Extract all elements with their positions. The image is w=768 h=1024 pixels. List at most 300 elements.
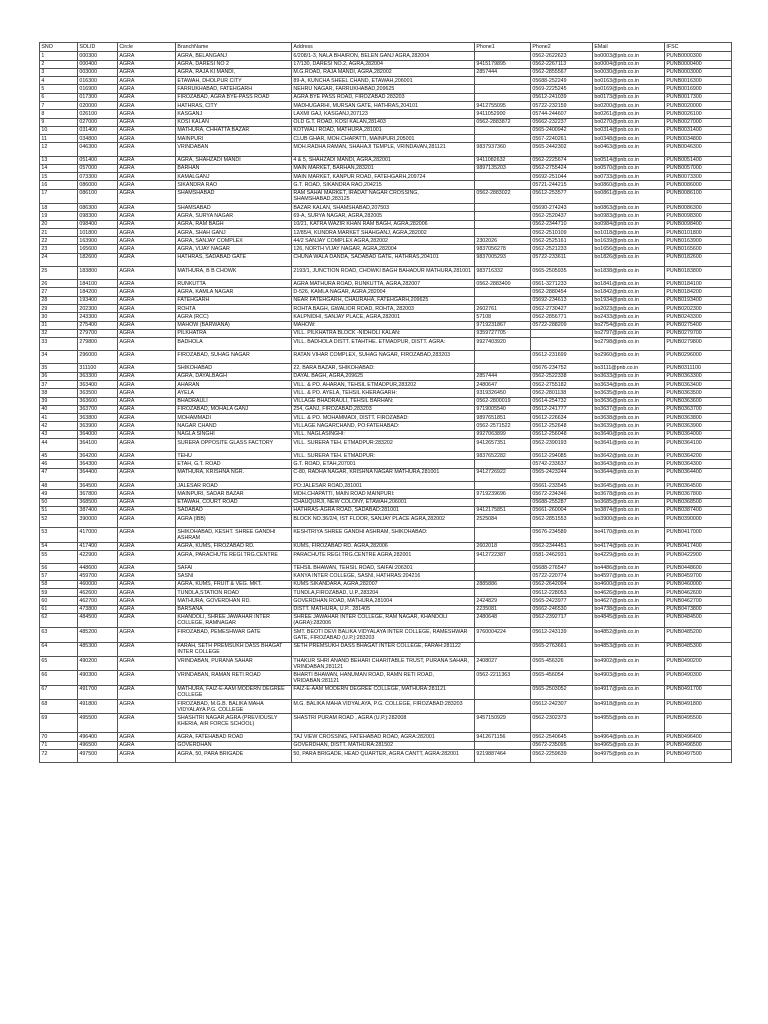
cell-circle: AGRA [118, 266, 176, 279]
table-row [40, 143, 732, 156]
cell-circle: AGRA [118, 351, 176, 364]
cell-branch-name: MATHURA, FAIZ-E-AAM MODERN DEGREE COLLEGE [176, 685, 292, 699]
cell-solid: 364400 [78, 468, 118, 481]
cell-phone1: 2885886 [475, 580, 531, 588]
table-row [40, 266, 732, 279]
cell-branch-name: BARHAN [176, 164, 292, 172]
cell-sno: 46 [40, 460, 78, 468]
cell-address: SETH PREMSUKH DASS BHAGAT INTER COLLEGE, FARAH:281122 [292, 642, 475, 656]
cell-sno: 43 [40, 430, 78, 438]
cell-email: bo4853@pnb.co.in [593, 642, 665, 656]
cell-phone2: 05692-234613 [531, 296, 593, 304]
cell-ifsc: PUNB0026100 [665, 110, 732, 118]
cell-phone2: 05721-244215 [531, 181, 593, 189]
cell-branch-name: NAGAR CHAND [176, 422, 292, 430]
cell-ifsc: PUNB0496500 [665, 741, 732, 749]
table-row [40, 135, 732, 143]
cell-phone2: 0562-2856771 [531, 313, 593, 321]
cell-sno: 35 [40, 364, 78, 372]
cell-circle: AGRA [118, 126, 176, 134]
cell-phone1 [475, 77, 531, 85]
cell-branch-name: BARSANA [176, 605, 292, 613]
cell-circle: AGRA [118, 733, 176, 741]
cell-branch-name: NAGLA SINGHI [176, 430, 292, 438]
cell-branch-name: AGRA, DAYALBAGH [176, 372, 292, 380]
cell-address: G.T. ROAD, ETAH,207001 [292, 460, 475, 468]
cell-ifsc: PUNB0497500 [665, 749, 732, 762]
cell-phone2: 0565-456054 [531, 671, 593, 685]
cell-sno: 10 [40, 126, 78, 134]
cell-address: MOH.RADHA RAMAN, SHAHAJI TEMPLE, VRINDAVAN,281121 [292, 143, 475, 156]
cell-email: bo1934@pnb.co.in [593, 296, 665, 304]
cell-email: bo2754@pnb.co.in [593, 321, 665, 329]
cell-phone1: 9412722387 [475, 550, 531, 563]
cell-solid: 417000 [78, 528, 118, 542]
table-row [40, 460, 732, 468]
cell-phone2: 0562-2801138 [531, 389, 593, 397]
header-sno: SNO [40, 43, 78, 52]
cell-solid: 086300 [78, 204, 118, 212]
table-row [40, 397, 732, 405]
cell-phone1: 9412671156 [475, 733, 531, 741]
cell-address: M.G. BALIKA MAHA VIDYALAYA, P.G. COLLEGE, FIROZABAD:283203 [292, 700, 475, 714]
table-row [40, 156, 732, 164]
cell-solid: 051400 [78, 156, 118, 164]
cell-ifsc: PUNB0422900 [665, 550, 732, 563]
cell-address: C-80, RADHA NAGAR, KRISHNA NAGAR MATHURA,281001 [292, 468, 475, 481]
cell-email: bo4738@pnb.co.in [593, 605, 665, 613]
cell-address: AGRA BYE PASS ROAD, FIROZABAD 283203 [292, 93, 475, 101]
cell-email: bo3642@pnb.co.in [593, 452, 665, 460]
table-row [40, 422, 732, 430]
cell-address: M.G.ROAD, RAJA MANDI, AGRA,282002 [292, 68, 475, 76]
table-row [40, 321, 732, 329]
header-phone1: Phone1 [475, 43, 531, 52]
cell-phone2 [531, 329, 593, 337]
table-row [40, 329, 732, 337]
cell-sno: 14 [40, 164, 78, 172]
cell-address: GOVERDHAN ROAD, MATHURA,281004 [292, 597, 475, 605]
cell-phone1: 9415179895 [475, 60, 531, 68]
cell-branch-name: ETAWAH, DHOLPUR CITY [176, 77, 292, 85]
cell-circle: AGRA [118, 741, 176, 749]
cell-phone2: 05690-274243 [531, 204, 593, 212]
cell-sno: 69 [40, 714, 78, 733]
cell-phone2: 05722-232159 [531, 101, 593, 109]
cell-phone1: 2480647 [475, 381, 531, 389]
cell-ifsc: PUNB0364000 [665, 430, 732, 438]
cell-address: 17/130, DARESI NO.2, AGRA,282004 [292, 60, 475, 68]
cell-branch-name: MAHOW (BARWANA) [176, 321, 292, 329]
cell-email: bo2433@pnb.co.in [593, 313, 665, 321]
cell-circle: AGRA [118, 700, 176, 714]
cell-ifsc: PUNB0495500 [665, 714, 732, 733]
cell-email: bo3636@pnb.co.in [593, 397, 665, 405]
cell-phone2: 0561-3271233 [531, 280, 593, 288]
cell-phone2: 05688-276547 [531, 564, 593, 572]
cell-ifsc: PUNB0364500 [665, 481, 732, 489]
cell-email: bo3638@pnb.co.in [593, 414, 665, 422]
cell-branch-name: TEHU [176, 452, 292, 460]
table-row [40, 490, 732, 498]
cell-phone1 [475, 700, 531, 714]
cell-branch-name: ETAWAH, COURT ROAD [176, 498, 292, 506]
cell-sno: 11 [40, 135, 78, 143]
cell-phone1 [475, 126, 531, 134]
cell-sno: 32 [40, 329, 78, 337]
cell-sno: 31 [40, 321, 78, 329]
cell-circle: AGRA [118, 528, 176, 542]
cell-phone1: 57108 [475, 313, 531, 321]
cell-email: bo3633@pnb.co.in [593, 372, 665, 380]
cell-solid: 490200 [78, 656, 118, 670]
cell-sno: 5 [40, 85, 78, 93]
cell-phone1: 2480648 [475, 613, 531, 627]
cell-phone1 [475, 351, 531, 364]
cell-ifsc: PUNB0057000 [665, 164, 732, 172]
table-row [40, 245, 732, 253]
cell-sno: 8 [40, 110, 78, 118]
cell-sno: 54 [40, 542, 78, 550]
table-row [40, 389, 732, 397]
cell-email: bo3640@pnb.co.in [593, 430, 665, 438]
cell-phone1 [475, 228, 531, 236]
cell-email: bo3678@pnb.co.in [593, 490, 665, 498]
cell-ifsc: PUNB0003000 [665, 68, 732, 76]
cell-solid: 490300 [78, 671, 118, 685]
cell-email: bo0514@pnb.co.in [593, 156, 665, 164]
cell-solid: 363800 [78, 414, 118, 422]
table-row [40, 749, 732, 762]
cell-solid: 003000 [78, 68, 118, 76]
cell-circle: AGRA [118, 93, 176, 101]
cell-solid: 387400 [78, 506, 118, 514]
cell-ifsc: PUNB0363900 [665, 422, 732, 430]
cell-sno: 23 [40, 245, 78, 253]
table-row [40, 338, 732, 351]
cell-solid: 279700 [78, 329, 118, 337]
cell-branch-name: MATHURA, CHHATTA BAZAR [176, 126, 292, 134]
cell-sno: 28 [40, 296, 78, 304]
cell-ifsc: PUNB0098300 [665, 212, 732, 220]
cell-solid: 363500 [78, 389, 118, 397]
cell-phone1: 9411082632 [475, 156, 531, 164]
cell-email: bo4229@pnb.co.in [593, 550, 665, 563]
table-row [40, 173, 732, 181]
cell-phone2: 05672-234346 [531, 490, 593, 498]
cell-ifsc: PUNB0485200 [665, 628, 732, 642]
cell-phone2: 0562-2392717 [531, 613, 593, 627]
cell-branch-name: VRINDABAN, PURANA SAHAR [176, 656, 292, 670]
cell-address: AGRA MATHURA ROAD, RUNKUTTA, AGRA,282007 [292, 280, 475, 288]
cell-phone1: 9927403920 [475, 338, 531, 351]
cell-branch-name: AGRA, VIJAY NAGAR [176, 245, 292, 253]
cell-email: bo0314@pnb.co.in [593, 126, 665, 134]
table-row [40, 542, 732, 550]
cell-address: VILL. NAGLASINGHI: [292, 430, 475, 438]
cell-phone2: 0565-2503052 [531, 685, 593, 699]
cell-phone1: 9412175851 [475, 506, 531, 514]
cell-branch-name: AGRA, SURYA NAGAR [176, 212, 292, 220]
cell-email: bo3874@pnb.co.in [593, 506, 665, 514]
cell-phone2: 0567-2240261 [531, 135, 593, 143]
cell-address: VILL. SURERA TEH. ETMADPUR:283202 [292, 439, 475, 452]
cell-email: bo0200@pnb.co.in [593, 101, 665, 109]
cell-email: bo4903@pnb.co.in [593, 671, 665, 685]
cell-sno: 17 [40, 189, 78, 203]
cell-email: bo0173@pnb.co.in [593, 93, 665, 101]
cell-solid: 101800 [78, 228, 118, 236]
cell-sno: 36 [40, 372, 78, 380]
cell-address: MADHUGARHI, MURSAN GATE, HATHRAS,204101 [292, 101, 475, 109]
cell-phone1 [475, 528, 531, 542]
cell-phone1 [475, 481, 531, 489]
cell-branch-name: MOHAMMADI [176, 414, 292, 422]
cell-sno: 72 [40, 749, 78, 762]
cell-sno: 63 [40, 628, 78, 642]
cell-circle: AGRA [118, 397, 176, 405]
cell-phone1 [475, 642, 531, 656]
cell-phone2: 05692-251044 [531, 173, 593, 181]
cell-ifsc: PUNB0448600 [665, 564, 732, 572]
cell-phone1: 2857444 [475, 372, 531, 380]
cell-ifsc: PUNB0279700 [665, 329, 732, 337]
cell-phone1 [475, 364, 531, 372]
cell-branch-name: MAINPURI, SADAR BAZAR [176, 490, 292, 498]
table-row [40, 481, 732, 489]
cell-ifsc: PUNB0367800 [665, 490, 732, 498]
cell-ifsc: PUNB0363300 [665, 372, 732, 380]
cell-branch-name: SHIKOHABAD [176, 364, 292, 372]
cell-address: KALPNIDHI, SANJAY PLACE, AGRA,282001 [292, 313, 475, 321]
cell-ifsc: PUNB0364100 [665, 439, 732, 452]
cell-sno: 48 [40, 481, 78, 489]
cell-ifsc: PUNB0462600 [665, 588, 732, 596]
cell-address: KANYA INTER COLLEGE, SASNI, HATHRAS:204216 [292, 572, 475, 580]
cell-circle: AGRA [118, 156, 176, 164]
branch-table [39, 42, 732, 763]
cell-phone1: 9897651851 [475, 414, 531, 422]
cell-email: bo4170@pnb.co.in [593, 528, 665, 542]
cell-circle: AGRA [118, 253, 176, 266]
cell-solid: 496500 [78, 741, 118, 749]
cell-email: bo4597@pnb.co.in [593, 572, 665, 580]
cell-ifsc: PUNB0363800 [665, 414, 732, 422]
cell-phone1 [475, 288, 531, 296]
cell-address: MAHOW: [292, 321, 475, 329]
cell-email: bo0983@pnb.co.in [593, 212, 665, 220]
cell-phone2: 05614-254732 [531, 397, 593, 405]
cell-phone2: 05722-220774 [531, 572, 593, 580]
cell-email: bo3643@pnb.co.in [593, 460, 665, 468]
table-row [40, 220, 732, 228]
cell-branch-name: AGRA, PARACHUTE REGI.TRG.CENTRE [176, 550, 292, 563]
cell-circle: AGRA [118, 304, 176, 312]
cell-phone2: 05672-235095 [531, 741, 593, 749]
cell-branch-name: AYELA [176, 389, 292, 397]
cell-circle: AGRA [118, 280, 176, 288]
cell-ifsc: PUNB0184200 [665, 288, 732, 296]
table-row [40, 452, 732, 460]
cell-phone2: 0565-456326 [531, 656, 593, 670]
cell-branch-name: MATHURA, B B CHOWK [176, 266, 292, 279]
cell-address: KESHTRIYA SHREE GANDHI ASHRAM, SHIKOHABAD: [292, 528, 475, 542]
cell-phone1: 9837056278 [475, 245, 531, 253]
header-address: Address [292, 43, 475, 52]
cell-sno: 26 [40, 280, 78, 288]
cell-phone2: 0562-2622623 [531, 52, 593, 60]
cell-ifsc: PUNB0027000 [665, 118, 732, 126]
cell-phone2: 05688-255287 [531, 498, 593, 506]
cell-address: FAIZ-E-AAM MODERN DEGREE COLLEGE, MATHURA:281121 [292, 685, 475, 699]
table-row [40, 351, 732, 364]
cell-phone2: 0562-2522338 [531, 372, 593, 380]
cell-branch-name: KAMALGANJ [176, 173, 292, 181]
cell-circle: AGRA [118, 68, 176, 76]
cell-email: bo0570@pnb.co.in [593, 164, 665, 172]
cell-circle: AGRA [118, 580, 176, 588]
cell-address: DISTT. MATHURA, U.P.. 281405 [292, 605, 475, 613]
cell-solid: 296000 [78, 351, 118, 364]
cell-circle: AGRA [118, 143, 176, 156]
cell-email: bo0860@pnb.co.in [593, 181, 665, 189]
cell-branch-name: AGRA, RAM BAGH [176, 220, 292, 228]
cell-sno: 50 [40, 498, 78, 506]
cell-branch-name: FARRUKHABAD, FATEHGARH [176, 85, 292, 93]
cell-solid: 485300 [78, 642, 118, 656]
cell-phone1: 9359727705 [475, 329, 531, 337]
table-row [40, 101, 732, 109]
cell-address: MAIN MARKET, KANPUR ROAD, FATEHGARH,209724 [292, 173, 475, 181]
cell-email: bo3645@pnb.co.in [593, 481, 665, 489]
cell-phone2: 0562-2521233 [531, 245, 593, 253]
cell-branch-name: VRINDABAN, RAMAN RETI ROAD [176, 671, 292, 685]
cell-branch-name: FIROZABAD, MOHALA GANJ [176, 405, 292, 413]
cell-phone1: 2235081 [475, 605, 531, 613]
cell-phone2: 0562-2642094 [531, 580, 593, 588]
cell-address: PARACHUTE REGI.TRG.CENTRE AGRA,282001 [292, 550, 475, 563]
cell-phone2: 05662-246530 [531, 605, 593, 613]
cell-circle: AGRA [118, 506, 176, 514]
cell-email: bo0733@pnb.co.in [593, 173, 665, 181]
cell-email: bo0984@pnb.co.in [593, 220, 665, 228]
cell-circle: AGRA [118, 714, 176, 733]
table-row [40, 580, 732, 588]
cell-ifsc: PUNB0459700 [665, 572, 732, 580]
cell-circle: AGRA [118, 605, 176, 613]
cell-solid: 016900 [78, 85, 118, 93]
table-row [40, 506, 732, 514]
cell-email: bo2023@pnb.co.in [593, 304, 665, 312]
cell-address: 89-A, KUNCHA SHEEL CHAND, ETAWAH,206001 [292, 77, 475, 85]
cell-ifsc: PUNB0473800 [665, 605, 732, 613]
cell-ifsc: PUNB0363500 [665, 389, 732, 397]
cell-solid: 184100 [78, 280, 118, 288]
cell-phone1: 9897135203 [475, 164, 531, 172]
cell-ifsc: PUNB0086000 [665, 181, 732, 189]
cell-sno: 65 [40, 656, 78, 670]
table-row [40, 93, 732, 101]
cell-sno: 52 [40, 515, 78, 528]
cell-solid: 390000 [78, 515, 118, 528]
cell-solid: 422900 [78, 550, 118, 563]
cell-ifsc: PUNB0363600 [665, 397, 732, 405]
cell-branch-name: AGRA, KUMS, FRUIT & VEG. MKT. [176, 580, 292, 588]
cell-circle: AGRA [118, 118, 176, 126]
cell-ifsc: PUNB0051400 [665, 156, 732, 164]
cell-address: 69-A, SURYA NAGAR, AGRA,282005 [292, 212, 475, 220]
cell-email: bo3685@pnb.co.in [593, 498, 665, 506]
cell-phone2: 0562-2344710 [531, 220, 593, 228]
table-row [40, 439, 732, 452]
table-row [40, 515, 732, 528]
cell-solid: 364200 [78, 452, 118, 460]
cell-branch-name: JALESAR ROAD [176, 481, 292, 489]
cell-circle: AGRA [118, 749, 176, 762]
cell-branch-name: KHANDOLI, SHREE JAWAHAR INTER COLLEGE, RAMNAGAR [176, 613, 292, 627]
cell-phone1 [475, 93, 531, 101]
table-row [40, 550, 732, 563]
cell-address: TEHSIL BHAWAN, TEHSIL ROAD, SAIFAI:206301 [292, 564, 475, 572]
cell-branch-name: SHIKOHABAD, KESHT. SHREE GANDHI ASHRAM [176, 528, 292, 542]
cell-circle: AGRA [118, 439, 176, 452]
cell-phone1 [475, 181, 531, 189]
cell-solid: 000300 [78, 52, 118, 60]
cell-sno: 2 [40, 60, 78, 68]
cell-ifsc: PUNB0460000 [665, 580, 732, 588]
cell-phone2: 05662-232237 [531, 118, 593, 126]
cell-email: bo3111@pnb.co.in [593, 364, 665, 372]
cell-circle: AGRA [118, 613, 176, 627]
cell-email: bo0004@pnb.co.in [593, 60, 665, 68]
table-row [40, 212, 732, 220]
cell-branch-name: AGRA, SHAHZADI MANDI [176, 156, 292, 164]
table-row [40, 405, 732, 413]
cell-circle: AGRA [118, 245, 176, 253]
cell-circle: AGRA [118, 135, 176, 143]
cell-ifsc: PUNB0363700 [665, 405, 732, 413]
cell-solid: 026100 [78, 110, 118, 118]
cell-circle: AGRA [118, 498, 176, 506]
cell-address: KOTWALI ROAD, MATHURA,281001 [292, 126, 475, 134]
cell-solid: 016300 [78, 77, 118, 85]
cell-circle: AGRA [118, 181, 176, 189]
cell-solid: 017300 [78, 93, 118, 101]
cell-phone2: 0562-2851553 [531, 515, 593, 528]
cell-email: bo4845@pnb.co.in [593, 613, 665, 627]
cell-sno: 55 [40, 550, 78, 563]
cell-ifsc: PUNB0275400 [665, 321, 732, 329]
cell-address: GOVERDHAN, DISTT. MATHURA:281502 [292, 741, 475, 749]
table-row [40, 685, 732, 699]
cell-phone1 [475, 135, 531, 143]
cell-branch-name: SAFAI [176, 564, 292, 572]
cell-address: 50, PARA BRIGADE, HEAD QUARTER, AGRA CANTT, AGRA:282001 [292, 749, 475, 762]
cell-solid: 460000 [78, 580, 118, 588]
cell-address: D-526, KAMLA NAGAR, AGRA,282004 [292, 288, 475, 296]
cell-address: SHREE JAWAHAR INTER COLLEGE, RAM NAGAR, KHANDOLI (AGRA):282006 [292, 613, 475, 627]
cell-sno: 44 [40, 439, 78, 452]
cell-branch-name: AGRA, SHAH GANJ [176, 228, 292, 236]
cell-email: bo3900@pnb.co.in [593, 515, 665, 528]
cell-phone2: 0562-2540645 [531, 733, 593, 741]
cell-ifsc: PUNB0490200 [665, 656, 732, 670]
cell-branch-name: SHAMSABAD [176, 204, 292, 212]
cell-circle: AGRA [118, 173, 176, 181]
cell-phone1 [475, 741, 531, 749]
cell-solid: 364100 [78, 439, 118, 452]
cell-solid: 495500 [78, 714, 118, 733]
